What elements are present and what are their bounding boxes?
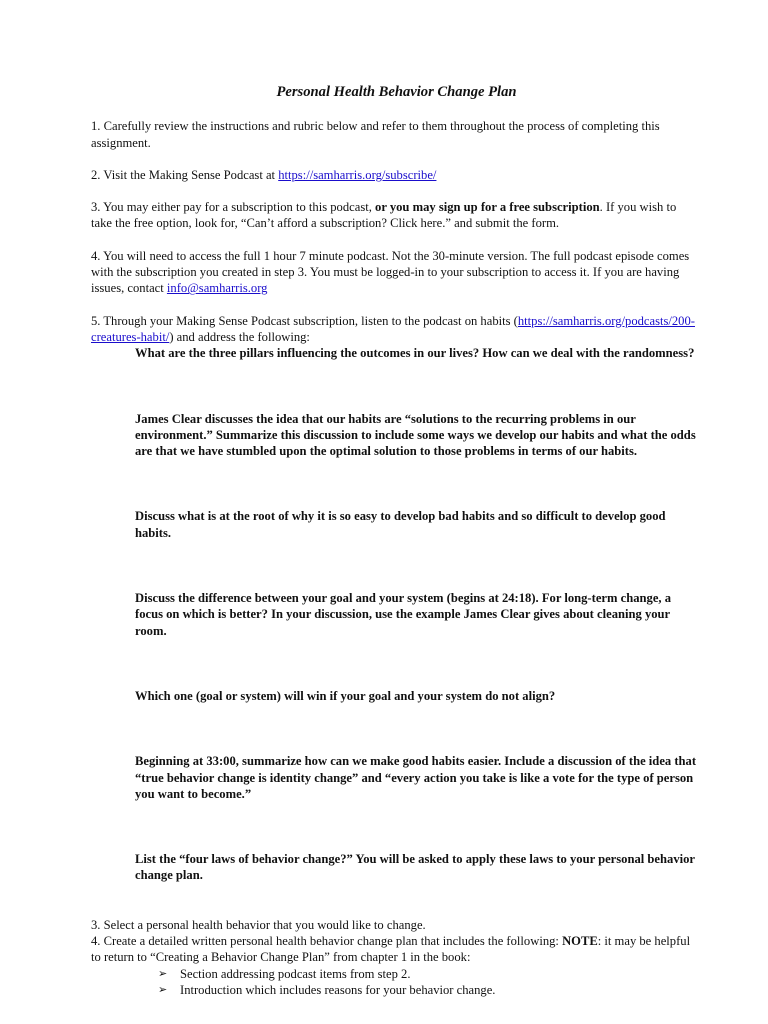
question-2: James Clear discusses the idea that our habits are “solutions to the recurring problems in our environment.” Summarize this discussion to include some ways we develop our habits and what the odds are that we have stumbled upon the optimal solution to those problems in terms of our habits. <box>135 411 696 459</box>
step-4b-text-b: : it may be helpful to return to “Creating a Behavior Change Plan” from chapter 1 in the book: <box>91 934 691 965</box>
subscribe-link[interactable]: https://samharris.org/subscribe/ <box>278 167 437 182</box>
bullet-text: Section addressing podcast items from step 2. <box>180 966 411 981</box>
step-3 <box>91 199 698 232</box>
question-4: Discuss the difference between your goal and your system (begins at 24:18). For long-term change, a focus on which is better? In your discussion, use the example James Clear gives about cleaning your room. <box>135 591 672 638</box>
step-5-text-b: ) and address the following: <box>169 329 310 344</box>
bullet-text: Introduction which includes reasons for your behavior change. <box>180 982 496 997</box>
question-5: Which one (goal or system) will win if your goal and your system do not align? <box>135 688 556 703</box>
arrow-bullet-icon: ➢ <box>158 982 168 996</box>
arrow-bullet-icon: ➢ <box>158 966 168 980</box>
question-3: Discuss what is at the root of why it is so easy to develop bad habits and so difficult to develop good habits. <box>135 509 666 540</box>
step-3-bold: or you may sign up for a free subscription <box>375 200 600 215</box>
step-2-text: 2. Visit the Making Sense Podcast at <box>91 167 279 182</box>
step-3-text-b: . If you wish to take the free option, look for, “Can’t afford a subscription? Click here.” and submit the form. <box>91 200 677 231</box>
step-4b-note: NOTE <box>562 934 598 949</box>
document-title: Personal Health Behavior Change Plan <box>276 84 517 100</box>
bullet-list <box>91 966 698 999</box>
contact-email-link[interactable]: info@samharris.org <box>166 281 268 296</box>
question-7: List the “four laws of behavior change?” You will be asked to apply these laws to your personal behavior change plan. <box>135 852 695 883</box>
step-4b-text-a: 4. Create a detailed written personal health behavior change plan that includes the following: <box>91 934 563 949</box>
step-2 <box>91 167 698 183</box>
step-3b: 3. Select a personal health behavior that you would like to change. <box>91 917 426 932</box>
list-item <box>158 966 698 982</box>
list-item <box>158 982 698 998</box>
step-5 <box>91 313 698 346</box>
step-4b <box>91 933 698 966</box>
step-4-text: 4. You will need to access the full 1 hour 7 minute podcast. Not the 30-minute version. The full podcast episode comes with the subscription you created in step 3. You must be logged-in to your subscription to access it. If you are having issues, contact <box>91 248 690 296</box>
question-1: What are the three pillars influencing the outcomes in our lives? How can we deal with the randomness? <box>135 346 695 361</box>
question-6: Beginning at 33:00, summarize how can we make good habits easier. Include a discussion of the idea that “true behavior change is identity change” and “every action you take is like a vote for the type of person you want to become.” <box>135 754 697 801</box>
step-1: 1. Carefully review the instructions and rubric below and refer to them throughout the process of completing this assignment. <box>91 119 660 150</box>
podcast-link[interactable]: https://samharris.org/podcasts/200-creatures-habit/ <box>91 313 695 344</box>
step-4 <box>91 248 698 297</box>
step-3-text-a: 3. You may either pay for a subscription to this podcast, <box>91 200 376 215</box>
step-5-text-a: 5. Through your Making Sense Podcast subscription, listen to the podcast on habits ( <box>91 313 518 328</box>
